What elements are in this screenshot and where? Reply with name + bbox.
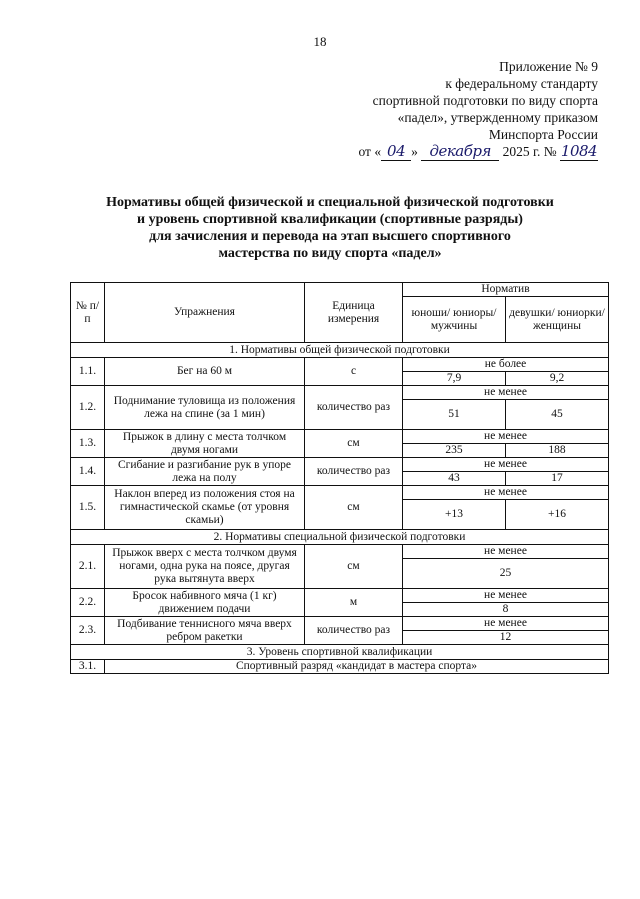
handwritten-day: 04 — [381, 143, 411, 161]
title-line: для зачисления и перевода на этап высшего спортивного — [149, 229, 511, 244]
row-male-value: +13 — [403, 500, 506, 530]
handwritten-month: декабря — [421, 143, 499, 161]
title-line: Нормативы общей физической и специальной физической подготовки — [106, 195, 554, 210]
appendix-line: Приложение № 9 — [499, 59, 598, 74]
date-mid: » — [411, 144, 418, 159]
header-norm: Норматив — [403, 283, 609, 297]
row-num: 1.5. — [71, 486, 105, 530]
appendix-line: «падел», утвержденному приказом — [397, 110, 598, 125]
row-female-value: 188 — [506, 444, 609, 458]
row-exercise: Прыжок в длину с места толчком двумя ногами — [105, 430, 305, 458]
row-male-value: 51 — [403, 400, 506, 430]
section-header: 2. Нормативы специальной физической подготовки — [71, 530, 609, 545]
row-common-value: 12 — [403, 631, 609, 645]
row-female-value: 9,2 — [506, 372, 609, 386]
row-limit: не менее — [403, 545, 609, 559]
row-female-value: 45 — [506, 400, 609, 430]
date-prefix: от « — [358, 144, 382, 159]
row-exercise: Поднимание туловища из положения лежа на спине (за 1 мин) — [105, 386, 305, 430]
row-unit: см — [305, 430, 403, 458]
row-unit: количество раз — [305, 458, 403, 486]
row-exercise: Бросок набивного мяча (1 кг) движением подачи — [105, 589, 305, 617]
row-male-value: 43 — [403, 472, 506, 486]
appendix-line: к федеральному стандарту — [445, 76, 598, 91]
row-unit: с — [305, 358, 403, 386]
row-limit: не менее — [403, 589, 609, 603]
row-limit: не менее — [403, 458, 609, 472]
appendix-date-line — [298, 143, 598, 161]
row-num: 3.1. — [71, 660, 105, 674]
header-num: № п/п — [71, 283, 105, 343]
section-header: 1. Нормативы общей физической подготовки — [71, 343, 609, 358]
row-exercise: Сгибание и разгибание рук в упоре лежа на полу — [105, 458, 305, 486]
row-qualification: Спортивный разряд «кандидат в мастера спорта» — [105, 660, 609, 674]
standards-table — [70, 282, 609, 674]
row-limit: не менее — [403, 430, 609, 444]
row-male-value: 235 — [403, 444, 506, 458]
row-limit: не менее — [403, 486, 609, 500]
title-line: и уровень спортивной квалификации (спортивные разряды) — [137, 212, 523, 227]
section-header: 3. Уровень спортивной квалификации — [71, 645, 609, 660]
row-unit: количество раз — [305, 617, 403, 645]
row-exercise: Прыжок вверх с места толчком двумя ногами, одна рука на поясе, другая рука вытянута вверх — [105, 545, 305, 589]
row-exercise: Подбивание теннисного мяча вверх ребром ракетки — [105, 617, 305, 645]
row-female-value: +16 — [506, 500, 609, 530]
row-num: 1.3. — [71, 430, 105, 458]
row-common-value: 8 — [403, 603, 609, 617]
row-unit: см — [305, 545, 403, 589]
row-unit: м — [305, 589, 403, 617]
row-common-value: 25 — [403, 559, 609, 589]
title-line: мастерства по виду спорта «падел» — [218, 246, 442, 261]
row-limit: не менее — [403, 386, 609, 400]
row-limit: не более — [403, 358, 609, 372]
appendix-block — [298, 58, 598, 161]
row-unit: количество раз — [305, 386, 403, 430]
year-part: 2025 г. № — [502, 144, 557, 159]
row-num: 1.2. — [71, 386, 105, 430]
page-number: 18 — [313, 34, 327, 49]
row-unit: см — [305, 486, 403, 530]
row-num: 2.1. — [71, 545, 105, 589]
header-unit: Единица измерения — [305, 283, 403, 343]
appendix-line: спортивной подготовки по виду спорта — [372, 93, 598, 108]
header-female: девушки/ юниорки/ женщины — [506, 297, 609, 343]
row-num: 1.4. — [71, 458, 105, 486]
row-male-value: 7,9 — [403, 372, 506, 386]
row-num: 2.3. — [71, 617, 105, 645]
row-exercise: Бег на 60 м — [105, 358, 305, 386]
document-title — [60, 194, 600, 262]
header-exercise: Упражнения — [105, 283, 305, 343]
row-exercise: Наклон вперед из положения стоя на гимнастической скамье (от уровня скамьи) — [105, 486, 305, 530]
row-limit: не менее — [403, 617, 609, 631]
handwritten-doc-number: 1084 — [560, 142, 598, 160]
header-male: юноши/ юниоры/ мужчины — [403, 297, 506, 343]
row-female-value: 17 — [506, 472, 609, 486]
row-num: 1.1. — [71, 358, 105, 386]
row-num: 2.2. — [71, 589, 105, 617]
appendix-line: Минспорта России — [488, 127, 598, 142]
